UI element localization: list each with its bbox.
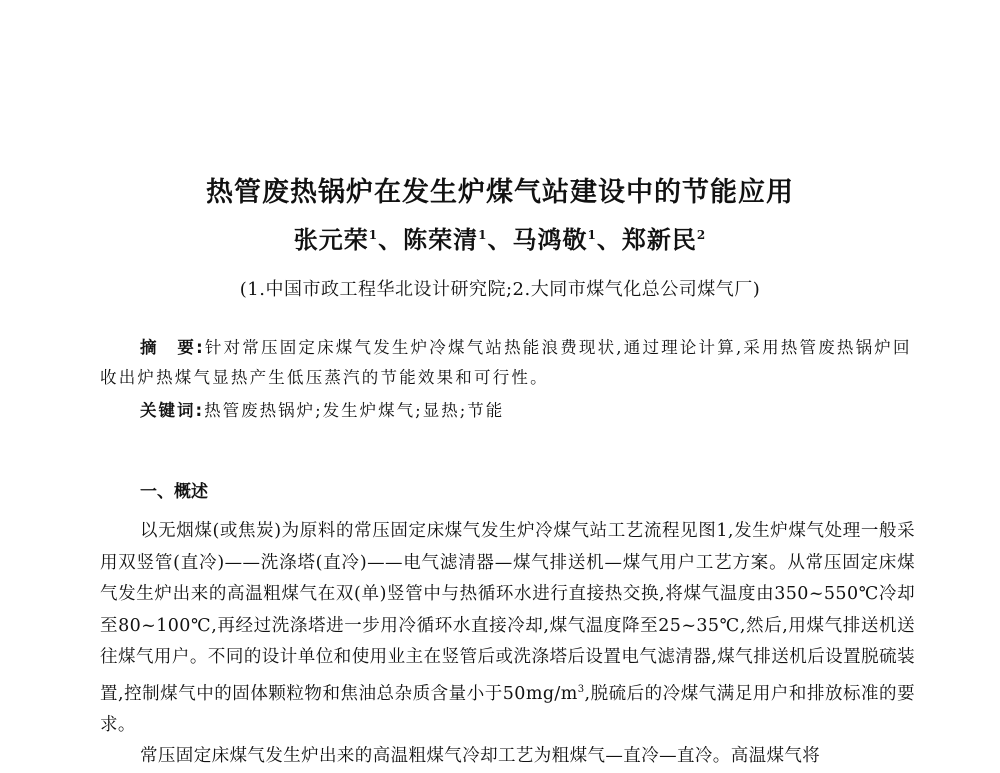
paragraph: 常压固定床煤气发生炉出来的高温粗煤气冷却工艺为粗煤气—直冷—直冷。高温煤气将 (140, 746, 821, 767)
keywords (140, 397, 504, 421)
author-separator: 、 (487, 225, 513, 254)
abstract-text: 针对常压固定床煤气发生炉冷煤气站热能浪费现状,通过理论计算,采用热管废热锅炉回收出炉热煤气显热产生低压蒸汽的节能效果和可行性。 (100, 338, 912, 387)
abstract (100, 333, 915, 393)
author-affiliation-mark: 2 (696, 228, 707, 242)
affiliations: (1.中国市政工程华北设计研究院;2.大同市煤气化总公司煤气厂) (239, 279, 761, 300)
author-affiliation-mark: 1 (587, 228, 597, 242)
keywords-text: 热管废热锅炉;发生炉煤气;显热;节能 (204, 401, 505, 420)
author-name: 郑新民 (621, 225, 697, 254)
author-affiliation-mark: 1 (478, 228, 488, 242)
body-text (100, 516, 915, 773)
paragraph-text: ,脱硫后的冷煤气满足用户和排放标准的要求。 (100, 683, 915, 735)
abstract-label: 摘 要: (140, 338, 205, 357)
keywords-label: 关键词: (140, 401, 205, 420)
author-name: 马鸿敬 (512, 225, 588, 254)
author-affiliation-mark: 1 (368, 228, 379, 242)
author-list (0, 220, 1000, 255)
author-separator: 、 (596, 225, 622, 254)
author-separator: 、 (378, 225, 404, 254)
paragraph-text: 以无烟煤(或焦炭)为原料的常压固定床煤气发生炉冷煤气站工艺流程见图1,发生炉煤气处理一般采用双竖管(直冷)——洗涤塔(直冷)——电气滤清器—煤气排送机—煤气用户工艺方案。从常压固定床煤气发生炉出来的高温粗煤气在双(单)竖管中与热循环水进行直接热交换,将煤气温度由350~550℃冷却至80~100℃,再经过洗涤塔进一步用冷循环水直接冷却,煤气温度降至25~35℃,然后,用煤气排送机送往煤气用户。不同的设计单位和使用业主在竖管后或洗涤塔后设置电气滤清器,煤气排送机后设置脱硫装置,控制煤气中的固体颗粒物和焦油总杂质含量小于50mg/m (100, 521, 915, 704)
author-name: 张元荣 (293, 225, 369, 254)
paragraph (100, 516, 915, 741)
superscript: 3 (577, 683, 585, 695)
section-heading: 一、概述 (140, 482, 208, 502)
paper-title: 热管废热锅炉在发生炉煤气站建设中的节能应用 (206, 177, 794, 208)
author-name: 陈荣清 (403, 225, 479, 254)
